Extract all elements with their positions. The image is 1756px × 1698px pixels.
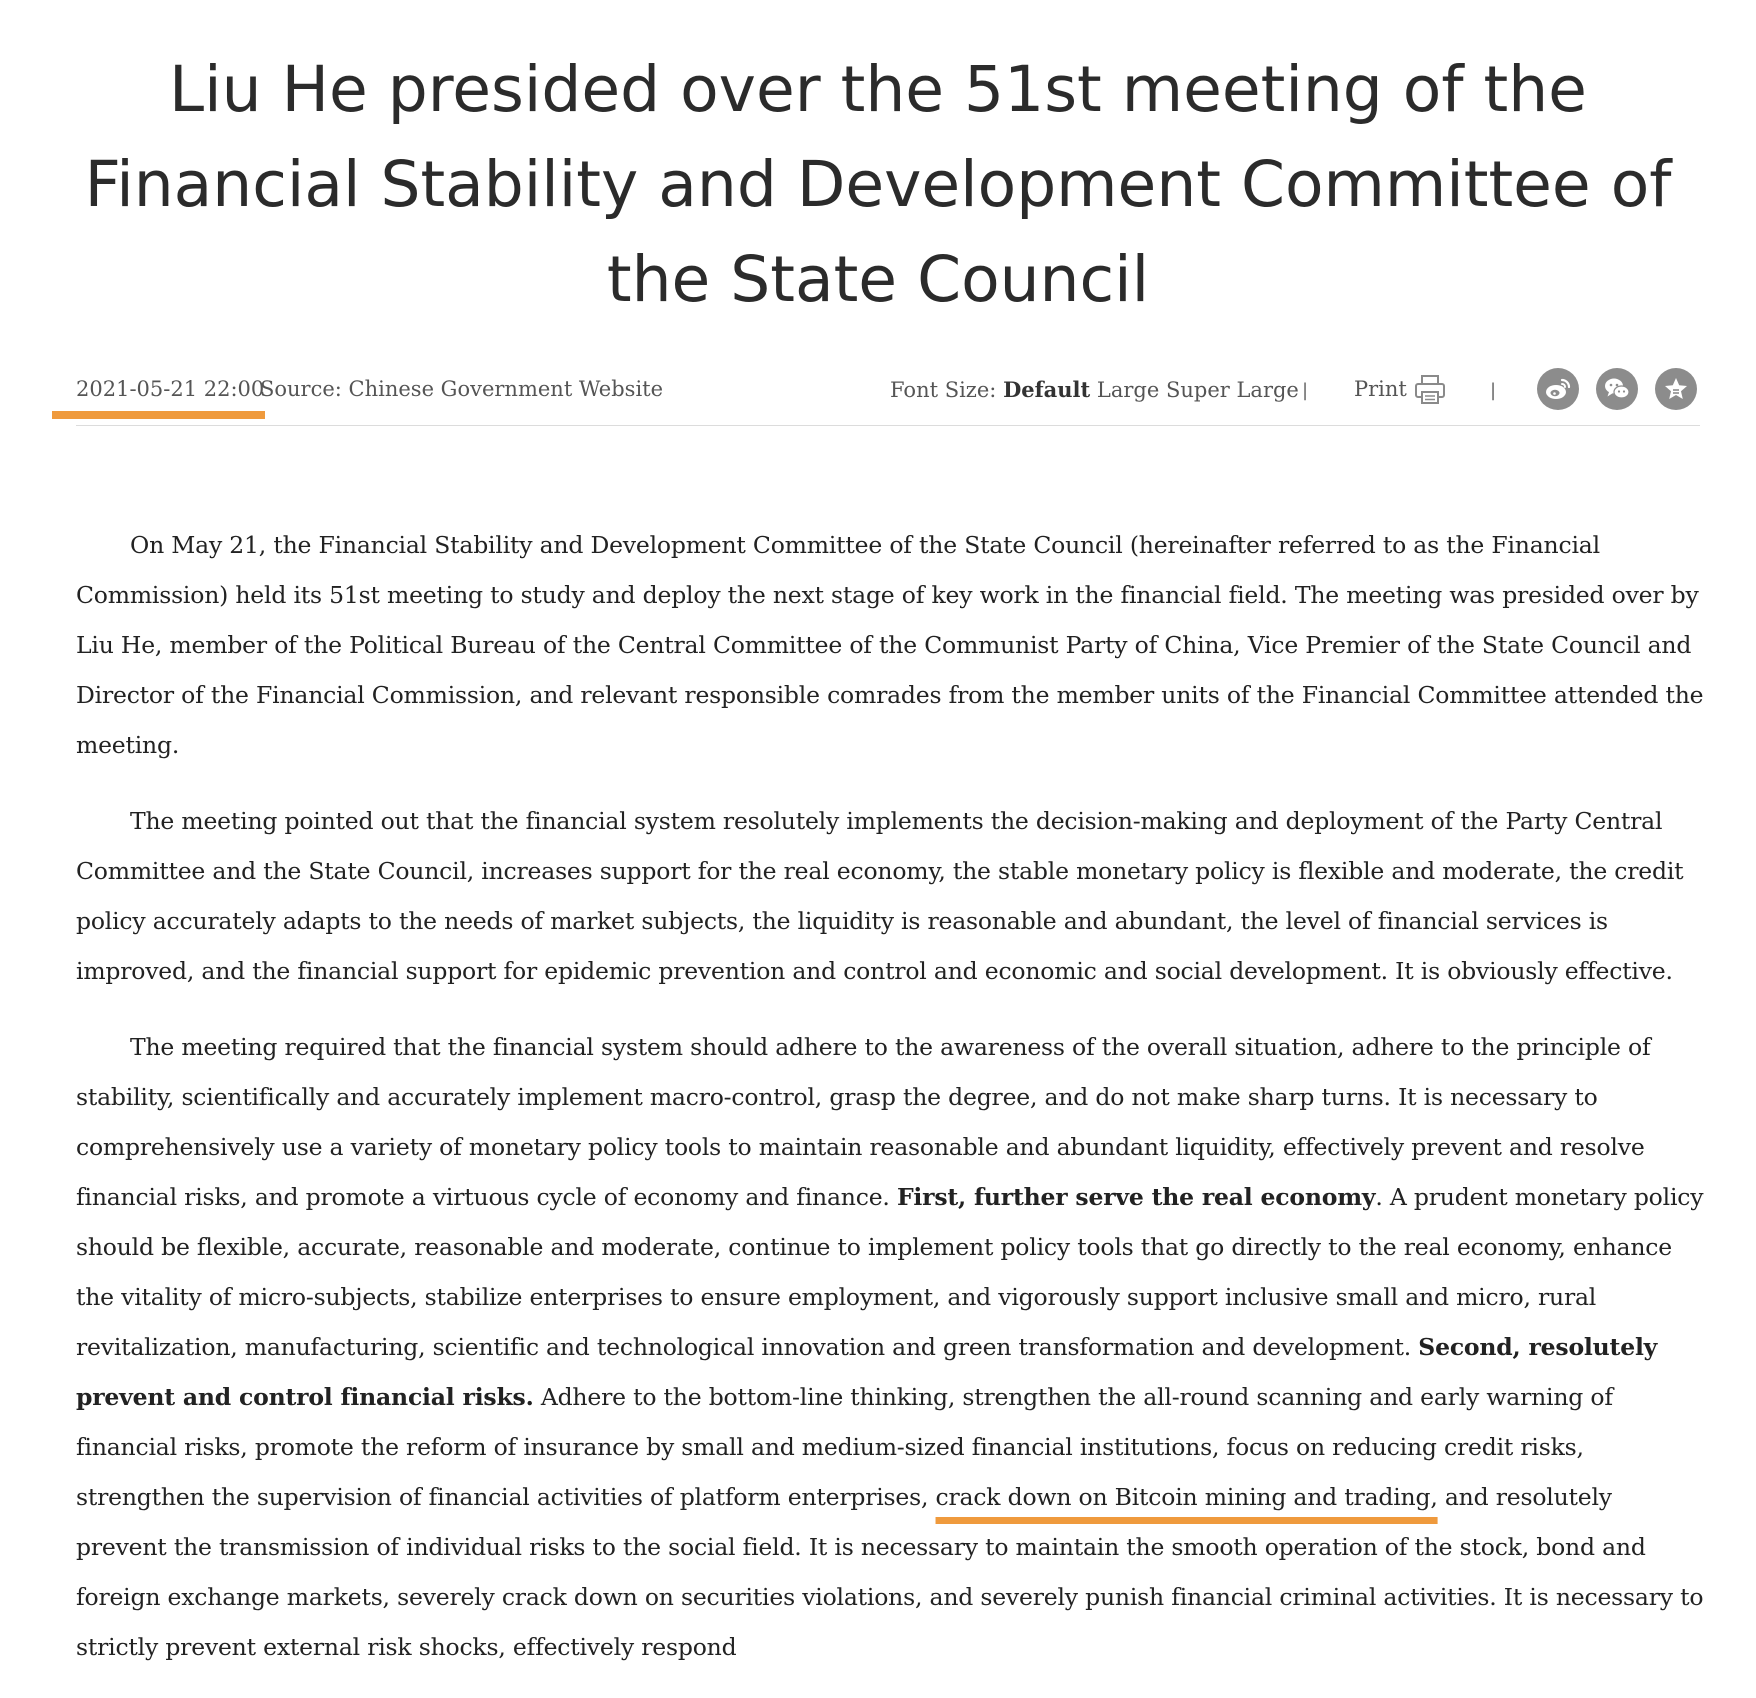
paragraph-1: On May 21, the Financial Stability and Development Committee of the State Council (hereinafter referred to as the Financial Commission) held its 51st meeting to study and deploy the next stage of key work in the financial field. The meeting was presided over by Liu He, member of the Political Bureau of the Central Committee of the Communist Party of China, Vice Premier of the State Council and Director of the Financial Commission, and relevant responsible comrades from the member units of the Financial Committee attended the meeting. bbox=[76, 531, 1704, 759]
article-body bbox=[76, 520, 1706, 1698]
printer-icon[interactable] bbox=[1413, 372, 1447, 406]
first-point-heading: First, further serve the real economy bbox=[896, 1183, 1376, 1211]
meta-divider bbox=[76, 425, 1700, 426]
font-size-large[interactable]: Large bbox=[1096, 378, 1160, 402]
paragraph-2: The meeting pointed out that the financial system resolutely implements the decision-making and deployment of the Party Central Committee and the State Council, increases support for the real economy, the stable monetary policy is flexible and moderate, the credit policy accurately adapts to the needs of market subjects, the liquidity is reasonable and abundant, the level of financial services is improved, and the financial support for epidemic prevention and control and economic and social development. It is obviously effective. bbox=[76, 807, 1684, 985]
font-size-super-large[interactable]: Super Large bbox=[1165, 378, 1299, 402]
article-title: Liu He presided over the 51st meeting of the Financial Stability and Development Committee of the State Council bbox=[84, 53, 1672, 316]
paragraph-3-text: . A prudent monetary policy should be flexible, accurate, reasonable and moderate, continue to implement policy tools that go directly to the real economy, enhance the vitality of micro-subjects, stabilize enterprises to ensure employment, and vigorously support inclusive small and micro, rural revitalization, manufacturing, scientific and technological innovation and green transformation and development. bbox=[76, 1183, 1704, 1361]
publish-datetime: 2021-05-21 22:00 bbox=[76, 377, 265, 401]
print-link[interactable]: Print bbox=[1354, 377, 1407, 401]
paragraph-3-text: The meeting required that the financial system should adhere to the awareness of the overall situation, adhere to the principle of stability, scientifically and accurately implement macro-control, grasp the degree, and do not make sharp turns. It is necessary to comprehensively use a variety of monetary policy tools to maintain reasonable and abundant liquidity, effectively prevent and resolve financial risks, and promote a virtuous cycle of economy and finance. bbox=[76, 1033, 1651, 1211]
meta-separator: | bbox=[1490, 380, 1497, 401]
second-point-heading: Second, resolutely prevent and control financial risks. bbox=[76, 1333, 1658, 1411]
favorite-share-button[interactable] bbox=[1655, 368, 1697, 410]
article-meta-bar bbox=[0, 368, 1756, 428]
bitcoin-highlight: crack down on Bitcoin mining and trading, bbox=[935, 1483, 1438, 1511]
font-size-selector bbox=[890, 377, 1299, 402]
wechat-share-button[interactable] bbox=[1596, 368, 1638, 410]
paragraph-3-text: and resolutely prevent the transmission of individual risks to the social field. It is necessary to maintain the smooth operation of the stock, bond and foreign exchange markets, severely crack down on securities violations, and severely punish financial criminal activities. It is necessary to strictly prevent external risk shocks, effectively respond bbox=[76, 1483, 1704, 1661]
weibo-icon bbox=[1544, 375, 1572, 403]
meta-separator: | bbox=[1302, 380, 1309, 401]
weibo-share-button[interactable] bbox=[1537, 368, 1579, 410]
paragraph-3-text: Adhere to the bottom-line thinking, strengthen the all-round scanning and early warning of financial risks, promote the reform of insurance by small and medium-sized financial institutions, focus on reducing credit risks, strengthen the supervision of financial activities of platform enterprises, bbox=[76, 1383, 1613, 1511]
article-source: Source: Chinese Government Website bbox=[260, 377, 664, 401]
font-size-default[interactable]: Default bbox=[1003, 377, 1091, 402]
datetime-highlight-underline bbox=[52, 411, 265, 419]
font-size-label: Font Size: bbox=[890, 378, 997, 402]
wechat-icon bbox=[1603, 375, 1631, 403]
paragraph-3 bbox=[76, 1022, 1706, 1672]
favorite-icon bbox=[1662, 375, 1690, 403]
